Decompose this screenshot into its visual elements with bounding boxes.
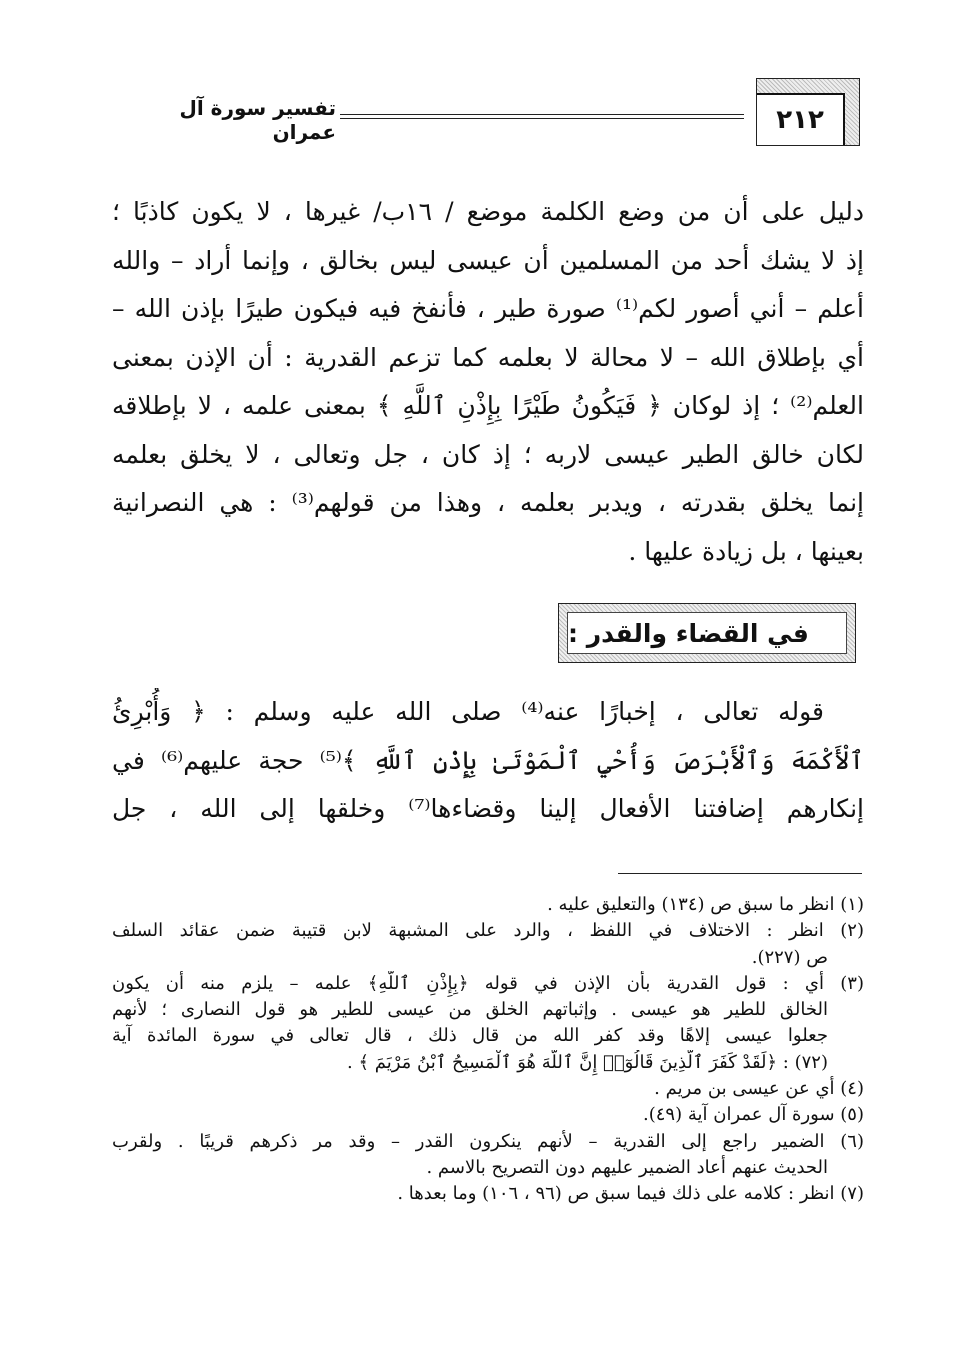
footnote-line: ص (٢٢٧). <box>751 946 828 968</box>
body-line: بعينها ، بل زيادة عليها . <box>628 536 864 566</box>
header-rule <box>340 114 744 119</box>
footnote-line: (١) انظر ما سبق ص (١٣٤) والتعليق عليه . <box>547 894 864 915</box>
footnote-separator <box>618 873 862 874</box>
footnotes <box>112 892 864 1208</box>
body-line: لكان خالق الطير عيسى لاربه ؛ إذ كان ، جل وتعالى ، لا يخلق بعلمه <box>112 439 864 469</box>
footnote-line: جعلوا عيسى إلاهًا وقد كفر الله من قال ذلك ، قال تعالى في سورة المائدة آية <box>112 1025 828 1047</box>
footnote-line: (٧) انظر : كلامه على ذلك فيما سبق ص (٩٦ ، ١٠٦) وما بعدها . <box>397 1183 864 1205</box>
footnote-line: (٣) أي : قول القدرية بأن الإذن في قوله ﴿بِإِذْنِ ٱللَّهِ﴾ علمه – يلزم منه أن يكون <box>112 972 864 994</box>
body-line: إنكارهم إضافتنا الأفعال إلينا وقضاءها⁽⁷⁾ وخلقها إلى الله ، جل <box>112 794 864 823</box>
body-line: أي بإطلاق الله – لا محالة لا بعلمه كما تزعم القدرية : أن الإذن بمعنى <box>112 342 864 372</box>
section-heading-frame <box>558 603 856 663</box>
footnote-line: (٢) انظر : الاختلاف في اللفظ ، والرد على المشبهة لابن قتيبة ضمن عقائد السلف <box>112 920 864 942</box>
footnote-line: (٦) الضمير راجع إلى القدرية – لأنهم ينكرون القدر – وقد مر ذكرهم قريبًا . ولقرب <box>112 1130 864 1152</box>
footnote-line: الخالق للطير هو عيسى . وإثباتهم الخلق من عيسى للطير هو قول النصارى ؛ لأنهم <box>112 999 828 1021</box>
body-line: إذ لا يشك أحد من المسلمين أن عيسى ليس بخالق ، وإنما أراد – والله <box>112 245 864 275</box>
body-paragraph-1 <box>112 188 864 576</box>
footnote-line: (٧٢) : ﴿لَقَدْ كَفَرَ ٱلَّذِينَ قَالُوٓا۟ إِنَّ ٱللَّهَ هُوَ ٱلْمَسِيحُ ٱبْنُ مَرْيَمَ ﴾ . <box>347 1051 828 1073</box>
page-header <box>110 78 860 148</box>
page-number: ٢١٢ <box>757 93 845 145</box>
section-heading: في القضاء والقدر : <box>567 612 847 654</box>
body-line: إنما يخلق بقدرته ، ويدبر بعلمه ، وهذا من قولهم⁽³⁾ : هي النصرانية <box>112 488 864 517</box>
body-line: دليل على أن من وضع الكلمة موضع / ١٦ب/ غيرها ، لا يكون كاذبًا ؛ <box>112 197 864 226</box>
body-line: قوله تعالى ، إخبارًا عنه⁽⁴⁾ صلى الله عليه وسلم : ﴿ وَأُبْرِئُ <box>112 697 825 726</box>
running-title: تفسير سورة آل عمران <box>179 96 336 144</box>
body-paragraph-2 <box>112 688 864 834</box>
page-number-frame <box>756 78 860 146</box>
footnote-line: (٤) أي عن عيسى بن مريم . <box>654 1078 864 1100</box>
footnote-line: الحديث عنهم أعاد الضمير عليهم دون التصريح بالاسم . <box>426 1156 828 1178</box>
body-line: ٱلْأَكْمَهَ وَٱلْأَبْرَصَ وَأُحْيِ ٱلْمَوْتَىٰ بِإِذْنِ ٱللَّهِ ﴾⁽⁵⁾ حجة عليهم⁽⁶⁾ في <box>112 745 864 775</box>
footnote-line: (٥) سورة آل عمران آية (٤٩). <box>643 1104 864 1126</box>
body-line: أعلم – أني أصور لكم⁽¹⁾ صورة طير ، فأنفخ فيه فيكون طيرًا بإذن الله – <box>112 294 864 323</box>
body-line: العلم⁽²⁾ ؛ إذ لوكان ﴿ فَيَكُونُ طَيْرًا بِإِذْنِ ٱللَّهِ ﴾ بمعنى علمه ، لا بإطلاقه <box>112 391 864 420</box>
